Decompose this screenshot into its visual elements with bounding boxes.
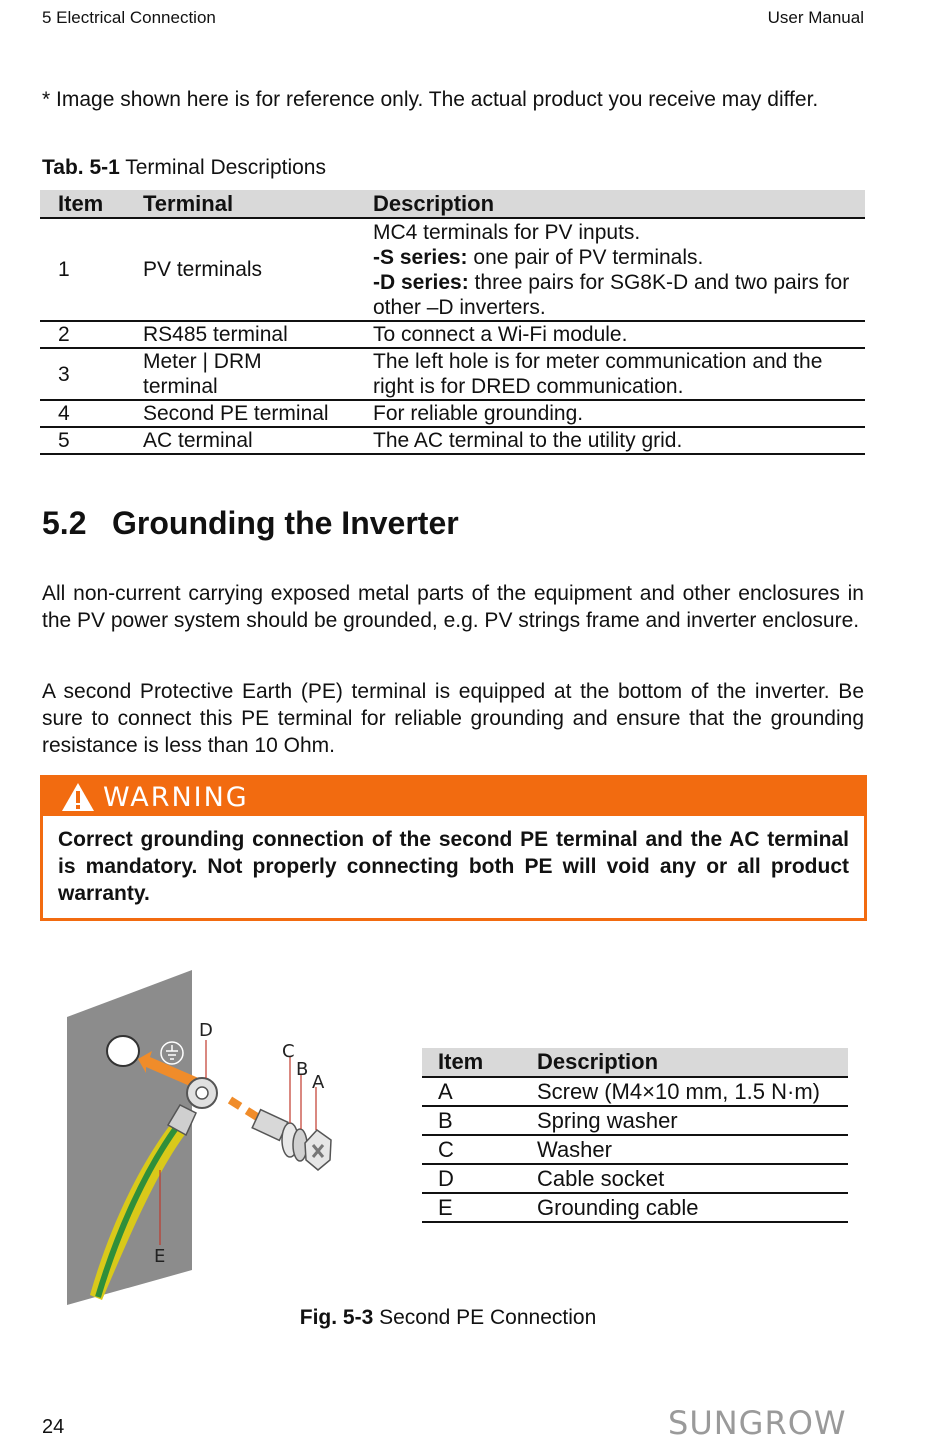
figure-caption-label: Fig. 5-3 xyxy=(299,1306,374,1329)
cell-item: 1 xyxy=(40,218,140,321)
label-e: E xyxy=(154,1246,166,1267)
section-number: 5.2 xyxy=(42,505,87,541)
table-row xyxy=(40,427,865,454)
running-header-manual: User Manual xyxy=(767,8,864,27)
cell-description xyxy=(371,218,865,321)
cell-terminal: PV terminals xyxy=(140,218,371,321)
cell-item: 3 xyxy=(40,348,140,400)
desc-series-text: three pairs for SG8K-D and two pairs for other –D inverters. xyxy=(373,270,850,319)
second-pe-connection-illustration xyxy=(60,965,360,1305)
warning-text: Correct grounding connection of the second PE terminal and the AC terminal is mandatory. Not properly connecting both PE will void any or all product warranty. xyxy=(58,828,849,905)
cell-item: 5 xyxy=(40,427,140,454)
pe-parts-table xyxy=(422,1048,848,1223)
desc-series-label: -S series: xyxy=(373,245,468,269)
section-title: Grounding the Inverter xyxy=(112,505,459,541)
desc-line xyxy=(373,245,865,270)
col-header-item: Item xyxy=(40,190,140,218)
warning-title: WARNING xyxy=(103,781,249,813)
cell-item: B xyxy=(422,1106,537,1135)
table-header-row xyxy=(40,190,865,218)
cell-description: Washer xyxy=(537,1135,848,1164)
table-row xyxy=(422,1164,848,1193)
cell-description: The left hole is for meter communication and the right is for DRED communication. xyxy=(371,348,865,400)
col-header-terminal: Terminal xyxy=(140,190,371,218)
sungrow-logo: SUNGROW xyxy=(668,1404,847,1442)
figure-caption xyxy=(0,1306,896,1330)
warning-triangle-icon xyxy=(61,782,95,812)
reference-note: * Image shown here is for reference only. The actual product you receive may differ. xyxy=(42,88,819,111)
cell-item: C xyxy=(422,1135,537,1164)
cell-description: For reliable grounding. xyxy=(371,400,865,427)
table-row xyxy=(40,218,865,321)
desc-line: MC4 terminals for PV inputs. xyxy=(373,220,641,244)
terminal-descriptions-table xyxy=(40,190,865,455)
cell-item: 2 xyxy=(40,321,140,348)
cell-description: Grounding cable xyxy=(537,1193,848,1222)
pe-hole xyxy=(107,1036,139,1066)
cell-terminal: AC terminal xyxy=(140,427,371,454)
cell-description: Screw (M4×10 mm, 1.5 N·m) xyxy=(537,1077,848,1106)
desc-series-text: one pair of PV terminals. xyxy=(467,245,704,269)
label-d: D xyxy=(199,1020,213,1041)
body-paragraph: All non-current carrying exposed metal parts of the equipment and other enclosures in the PV power system should be grounded, e.g. PV strings frame and inverter enclosure. xyxy=(42,582,864,632)
warning-header xyxy=(43,778,864,816)
page-number: 24 xyxy=(42,1416,65,1438)
table-header-row xyxy=(422,1048,848,1077)
col-header-description: Description xyxy=(537,1048,848,1077)
label-c: C xyxy=(282,1041,295,1062)
cell-terminal: Meter | DRM terminal xyxy=(140,348,371,400)
label-a: A xyxy=(312,1072,325,1093)
cell-item: D xyxy=(422,1164,537,1193)
cell-description: Cable socket xyxy=(537,1164,848,1193)
table-row xyxy=(422,1193,848,1222)
cell-item: A xyxy=(422,1077,537,1106)
cell-terminal: RS485 terminal xyxy=(140,321,371,348)
cell-item: 4 xyxy=(40,400,140,427)
table-row xyxy=(422,1106,848,1135)
figure-caption-text: Second PE Connection xyxy=(373,1306,597,1329)
col-header-item: Item xyxy=(422,1048,537,1077)
table-caption xyxy=(42,156,326,180)
table-caption-text: Terminal Descriptions xyxy=(119,156,326,179)
col-header-description: Description xyxy=(371,190,865,218)
table-row xyxy=(40,321,865,348)
desc-series-label: -D series: xyxy=(373,270,469,294)
table-row xyxy=(40,348,865,400)
table-row xyxy=(40,400,865,427)
table-row xyxy=(422,1077,848,1106)
cell-terminal: Second PE terminal xyxy=(140,400,371,427)
cell-description: Spring washer xyxy=(537,1106,848,1135)
running-header-chapter: 5 Electrical Connection xyxy=(42,8,216,27)
warning-box xyxy=(40,775,867,921)
cell-item: E xyxy=(422,1193,537,1222)
cell-description: The AC terminal to the utility grid. xyxy=(371,427,865,454)
body-paragraph: A second Protective Earth (PE) terminal is equipped at the bottom of the inverter. Be sure to connect this PE terminal for reliable grounding and ensure that the grounding resistance is less than 10 Ohm. xyxy=(42,680,864,757)
table-caption-label: Tab. 5-1 xyxy=(42,156,120,179)
cell-description: To connect a Wi-Fi module. xyxy=(371,321,865,348)
table-row xyxy=(422,1135,848,1164)
label-b: B xyxy=(296,1059,309,1080)
section-heading xyxy=(42,505,459,542)
desc-line xyxy=(373,270,865,320)
